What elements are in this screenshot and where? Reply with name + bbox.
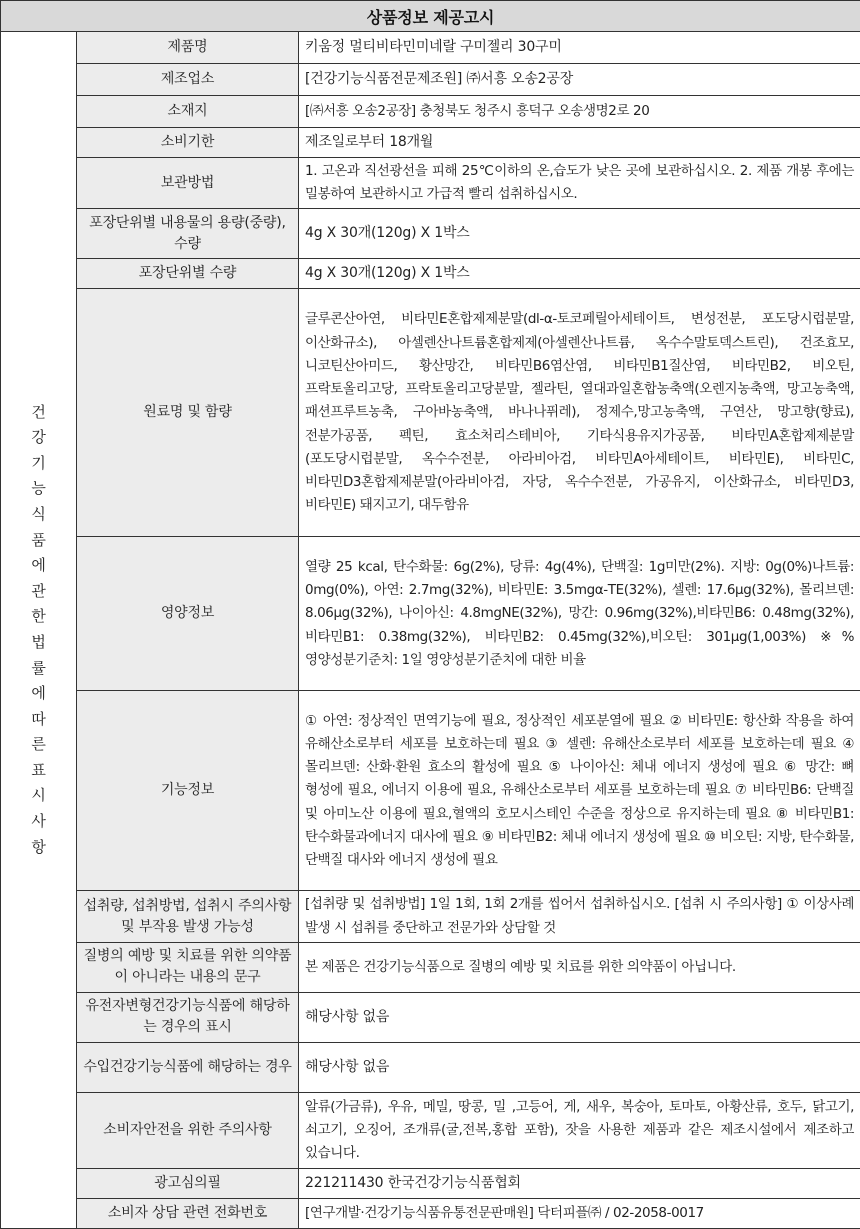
- label-storage: 보관방법: [77, 158, 299, 209]
- label-product-name: 제품명: [77, 32, 299, 64]
- label-package-quantity: 포장단위별 수량: [77, 259, 299, 289]
- section-label-char: 률: [1, 656, 76, 682]
- row-imported: [1, 1042, 860, 1092]
- row-storage: [1, 158, 860, 209]
- value-address: [㈜서흥 오송2공장] 충청북도 청주시 흥덕구 오송생명2로 20: [299, 96, 860, 128]
- value-intake: [섭취량 및 섭취방법] 1일 1회, 1회 2개를 씹어서 섭취하십시오. [섭취 시 주의사항] ① 이상사례 발생 시 섭취를 중단하고 전문가와 상담할 것: [299, 891, 860, 942]
- value-product-name: 키움정 멀티비타민미네랄 구미젤리 30구미: [299, 32, 860, 64]
- section-label-char: 강: [1, 425, 76, 451]
- label-consumer-phone: 소비자 상담 관련 전화번호: [77, 1198, 299, 1228]
- value-expiry: 제조일로부터 18개월: [299, 128, 860, 158]
- section-label-char: 따: [1, 707, 76, 733]
- label-package-capacity: 포장단위별 내용물의 용량(중량), 수량: [77, 209, 299, 259]
- section-label-char: 시: [1, 783, 76, 809]
- value-imported: 해당사항 없음: [299, 1042, 860, 1092]
- section-label-char: 표: [1, 758, 76, 784]
- section-label-char: 항: [1, 835, 76, 861]
- section-label: [1, 32, 77, 1229]
- label-imported: 수입건강기능식품에 해당하는 경우: [77, 1042, 299, 1092]
- row-function: [1, 691, 860, 891]
- row-package-capacity: [1, 209, 860, 259]
- row-product-name: [1, 32, 860, 64]
- title-row: [1, 1, 860, 32]
- row-manufacturer: [1, 64, 860, 96]
- value-consumer-phone: [연구개발·건강기능식품유통전문판매원] 닥터피플㈜ / 02-2058-0017: [299, 1198, 860, 1228]
- value-package-quantity: 4g X 30개(120g) X 1박스: [299, 259, 860, 289]
- label-ingredients: 원료명 및 함량: [77, 289, 299, 537]
- value-gmo: 해당사항 없음: [299, 992, 860, 1042]
- row-consumer-safety: [1, 1092, 860, 1168]
- section-label-char: 에: [1, 681, 76, 707]
- table-title: 상품정보 제공고시: [1, 1, 860, 32]
- value-nutrition: 열량 25 kcal, 탄수화물: 6g(2%), 당류: 4g(4%), 단백질: 1g미만(2%). 지방: 0g(0%)나트륨: 0mg(0%), 아연: 2.7mg(32%), 비타민E: 3.5mgα-TE(32%), 셀렌: 17.6μg(32%), 몰리브덴: 8.06μg(32%), 나이아신: 4.8mgNE(32%), 망간: 0.96mg(32%),비타민B6: 0.48mg(32%), 비타민B1: 0.38mg(32%), 비타민B2: 0.45mg(32%),비오틴: 301μg(1,003%) ※%영양성분기준치: 1일 영양성분기준치에 대한 비율: [299, 537, 860, 691]
- row-expiry: [1, 128, 860, 158]
- label-consumer-safety: 소비자안전을 위한 주의사항: [77, 1092, 299, 1168]
- value-package-capacity: 4g X 30개(120g) X 1박스: [299, 209, 860, 259]
- value-consumer-safety: 알류(가금류), 우유, 메밀, 땅콩, 밀 ,고등어, 게, 새우, 복숭아, 토마토, 아황산류, 호두, 닭고기, 쇠고기, 오징어, 조개류(굴,전복,홍합 포함), 잣을 사용한 제품과 같은 제조시설에서 제조하고 있습니다.: [299, 1092, 860, 1168]
- section-label-char: 기: [1, 451, 76, 477]
- row-gmo: [1, 992, 860, 1042]
- row-nutrition: [1, 537, 860, 691]
- section-label-char: 건: [1, 400, 76, 426]
- section-label-char: 사: [1, 809, 76, 835]
- section-label-char: 에: [1, 553, 76, 579]
- section-label-text: [1, 400, 76, 861]
- value-storage: 1. 고온과 직선광선을 피해 25℃이하의 온,습도가 낮은 곳에 보관하십시오. 2. 제품 개봉 후에는 밀봉하여 보관하시고 가급적 빨리 섭취하십시오.: [299, 158, 860, 209]
- value-ad-review: 221211430 한국건강기능식품협회: [299, 1168, 860, 1198]
- label-not-medicine: 질병의 예방 및 치료를 위한 의약품이 아니라는 내용의 문구: [77, 942, 299, 992]
- row-intake: [1, 891, 860, 942]
- value-ingredients: 글루콘산아연, 비타민E혼합제제분말(dl-α-토코페릴아세테이트, 변성전분, 포도당시럽분말, 이산화규소), 아셀렌산나트륨혼합제제(아셀렌산나트륨, 옥수수말토덱스트린), 건조효모, 니코틴산아미드, 황산망간, 비타민B6염산염, 비타민B1질산염, 비타민B2, 비오틴, 프락토올리고당, 프락토올리고당분말, 젤라틴, 열대과일혼합농축액(오렌지농축액, 망고농축액, 패션프루트농축, 구아바농축액, 바나나퓌레), 정제수,망고농축액, 구연산, 망고향(향료), 전분가공품, 펙틴, 효소처리스테비아, 기타식용유지가공품, 비타민A혼합제제분말(포도당시럽분말, 옥수수전분, 아라비아검, 비타민A아세테이트, 비타민E), 비타민C, 비타민D3혼합제제분말(아라비아검, 자당, 옥수수전분, 가공유지, 이산화규소, 비타민D3,비타민E) 돼지고기, 대두함유: [299, 289, 860, 537]
- row-ad-review: [1, 1168, 860, 1198]
- row-address: [1, 96, 860, 128]
- section-label-char: 법: [1, 630, 76, 656]
- value-manufacturer: [건강기능식품전문제조원] ㈜서흥 오송2공장: [299, 64, 860, 96]
- label-gmo: 유전자변형건강기능식품에 해당하는 경우의 표시: [77, 992, 299, 1042]
- label-intake: 섭취량, 섭취방법, 섭취시 주의사항 및 부작용 발생 가능성: [77, 891, 299, 942]
- section-label-char: 른: [1, 732, 76, 758]
- section-label-char: 식: [1, 502, 76, 528]
- label-manufacturer: 제조업소: [77, 64, 299, 96]
- value-not-medicine: 본 제품은 건강기능식품으로 질병의 예방 및 치료를 위한 의약품이 아닙니다.: [299, 942, 860, 992]
- section-label-char: 한: [1, 604, 76, 630]
- label-address: 소재지: [77, 96, 299, 128]
- label-ad-review: 광고심의필: [77, 1168, 299, 1198]
- section-label-char: 능: [1, 476, 76, 502]
- label-expiry: 소비기한: [77, 128, 299, 158]
- label-function: 기능정보: [77, 691, 299, 891]
- section-label-char: 관: [1, 579, 76, 605]
- row-consumer-phone: [1, 1198, 860, 1228]
- row-package-quantity: [1, 259, 860, 289]
- row-not-medicine: [1, 942, 860, 992]
- section-label-char: 품: [1, 528, 76, 554]
- row-ingredients: [1, 289, 860, 537]
- label-nutrition: 영양정보: [77, 537, 299, 691]
- value-function: ① 아연: 정상적인 면역기능에 필요, 정상적인 세포분열에 필요 ② 비타민E: 항산화 작용을 하여 유해산소로부터 세포를 보호하는데 필요 ③ 셀렌: 유해산소로부터 세포를 보호하는데 필요 ④ 몰리브덴: 산화·환원 효소의 활성에 필요 ⑤ 나이아신: 체내 에너지 생성에 필요 ⑥ 망간: 뼈 형성에 필요, 에너지 이용에 필요, 유해산소로부터 세포를 보호하는데 필요 ⑦ 비타민B6: 단백질 및 아미노산 이용에 필요,혈액의 호모시스테인 수준을 정상으로 유지하는데 필요 ⑧ 비타민B1: 탄수화물과에너지 대사에 필요 ⑨ 비타민B2: 체내 에너지 생성에 필요 ⑩ 비오틴: 지방, 탄수화물, 단백질 대사와 에너지 생성에 필요: [299, 691, 860, 891]
